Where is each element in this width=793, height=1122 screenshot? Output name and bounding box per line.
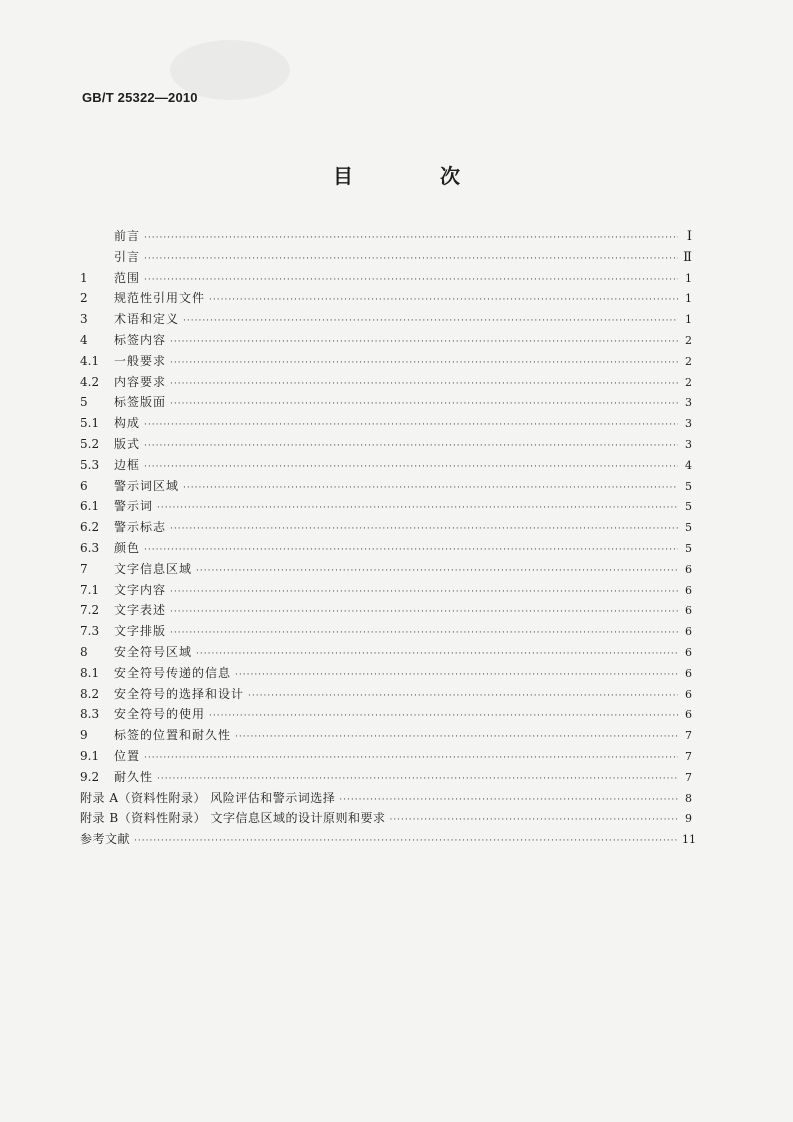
toc-entry-8[interactable]: [80, 642, 692, 663]
toc-page-number: 5: [685, 479, 692, 493]
toc-title: 标签内容: [114, 332, 167, 347]
toc-section-number: 4.1: [80, 353, 100, 368]
toc-section-number: 6.3: [80, 540, 100, 555]
toc-entry-foreword[interactable]: [80, 226, 692, 247]
toc-entry-8-3[interactable]: [80, 704, 692, 725]
toc-section-number: 1: [80, 270, 88, 285]
toc-leader-dots: [389, 810, 678, 831]
toc-page-number: 3: [685, 437, 692, 451]
toc-section-number: 4: [80, 332, 88, 347]
toc-entry-annex-a[interactable]: [80, 788, 692, 809]
toc-page-number: Ⅰ: [686, 229, 692, 244]
toc-section-number: 7.3: [80, 624, 100, 639]
toc-page-number: 6: [685, 583, 692, 597]
toc-page-number: 6: [685, 687, 692, 701]
toc-title: 术语和定义: [114, 312, 180, 327]
toc-title: 警示词: [114, 499, 154, 514]
toc-entry-4[interactable]: [80, 330, 692, 351]
toc-section-number: 7: [80, 561, 88, 576]
toc-entry-9[interactable]: [80, 725, 692, 746]
toc-entry-5-2[interactable]: [80, 434, 692, 455]
toc-leader-dots: [235, 727, 678, 748]
toc-leader-dots: [170, 374, 678, 395]
toc-page-number: 1: [685, 313, 692, 327]
toc-leader-dots: [144, 540, 678, 561]
toc-section-number: 4.2: [80, 374, 100, 389]
toc-page-number: 6: [685, 666, 692, 680]
toc-leader-dots: [170, 623, 678, 644]
toc-entry-9-2[interactable]: [80, 767, 692, 788]
toc-leader-dots: [183, 311, 678, 332]
toc-title: 规范性引用文件: [114, 291, 206, 306]
toc-entry-1[interactable]: [80, 268, 692, 289]
toc-title: 安全符号的使用: [114, 707, 206, 722]
toc-title: 边框: [114, 457, 141, 472]
toc-title: 附录 A（资料性附录） 风险评估和警示词选择: [80, 790, 336, 805]
toc-section-number: 5.2: [80, 436, 100, 451]
toc-section-number: 9.1: [80, 748, 100, 763]
toc-page-number: 2: [685, 354, 692, 368]
toc-section-number: 8.1: [80, 665, 100, 680]
toc-leader-dots: [235, 665, 678, 686]
toc-section-number: 5.3: [80, 457, 100, 472]
toc-page-number: 7: [685, 729, 692, 743]
toc-title: 安全符号区域: [114, 644, 193, 659]
toc-section-number: 6.1: [80, 499, 100, 514]
toc-leader-dots: [157, 769, 678, 790]
toc-page-number: 6: [685, 562, 692, 576]
toc-page-number: 2: [685, 375, 692, 389]
toc-title: 参考文献: [80, 832, 131, 847]
toc-leader-dots: [209, 706, 678, 727]
toc-title: 警示标志: [114, 520, 167, 535]
toc-page-number: 9: [685, 812, 692, 826]
toc-leader-dots: [170, 394, 678, 415]
toc-entry-5-3[interactable]: [80, 455, 692, 476]
toc-leader-dots: [248, 686, 678, 707]
toc-title: 安全符号传递的信息: [114, 665, 232, 680]
toc-title: 位置: [114, 748, 141, 763]
toc-leader-dots: [196, 644, 678, 665]
toc-title: 耐久性: [114, 769, 154, 784]
toc-leader-dots: [170, 519, 678, 540]
toc-page-number: 6: [685, 645, 692, 659]
toc-entry-6-2[interactable]: [80, 517, 692, 538]
toc-section-number: 7.2: [80, 603, 100, 618]
toc-leader-dots: [170, 582, 678, 603]
toc-entry-5[interactable]: [80, 392, 692, 413]
toc-section-number: 3: [80, 312, 88, 327]
toc-section-number: 2: [80, 291, 88, 306]
toc-entry-annex-b[interactable]: [80, 808, 692, 829]
toc-leader-dots: [144, 457, 678, 478]
toc-entry-7-2[interactable]: [80, 600, 692, 621]
toc-page-number: 3: [685, 417, 692, 431]
toc-entry-7[interactable]: [80, 559, 692, 580]
toc-page-number: 6: [685, 708, 692, 722]
toc-title: 颜色: [114, 540, 141, 555]
toc-title: 安全符号的选择和设计: [114, 686, 245, 701]
toc-leader-dots: [170, 332, 678, 353]
toc-title: 版式: [114, 436, 141, 451]
toc-entry-5-1[interactable]: [80, 413, 692, 434]
toc-page-number: 7: [685, 749, 692, 763]
table-of-contents: [80, 226, 696, 850]
toc-title: 标签版面: [114, 395, 167, 410]
toc-entry-7-3[interactable]: [80, 621, 692, 642]
toc-entry-7-1[interactable]: [80, 580, 692, 601]
toc-page-number: Ⅱ: [683, 249, 692, 265]
toc-section-number: 6.2: [80, 520, 100, 535]
toc-section-number: 8.3: [80, 707, 100, 722]
page-title: 目 次: [333, 164, 500, 188]
toc-title: 构成: [114, 416, 141, 431]
toc-section-number: 6: [80, 478, 88, 493]
toc-page-number: 1: [685, 292, 692, 306]
toc-entry-references[interactable]: [80, 829, 696, 850]
toc-title: 引言: [114, 249, 141, 264]
toc-leader-dots: [144, 228, 678, 249]
toc-leader-dots: [170, 602, 678, 623]
toc-page-number: 11: [682, 833, 696, 847]
toc-entry-introduction[interactable]: [80, 247, 692, 268]
toc-page-number: 5: [685, 500, 692, 514]
toc-section-number: 9: [80, 728, 88, 743]
toc-title: 前言: [114, 229, 141, 243]
toc-entry-4-1[interactable]: [80, 351, 692, 372]
toc-title: 范围: [114, 270, 141, 285]
toc-section-number: 5.1: [80, 416, 100, 431]
toc-leader-dots: [134, 831, 678, 852]
toc-entry-2[interactable]: [80, 288, 692, 309]
toc-leader-dots: [209, 290, 678, 311]
toc-page-number: 7: [685, 770, 692, 784]
toc-leader-dots: [339, 790, 678, 811]
toc-title: 文字表述: [114, 603, 167, 618]
toc-title: 文字排版: [114, 624, 167, 639]
toc-entry-4-2[interactable]: [80, 372, 692, 393]
toc-page-number: 6: [685, 604, 692, 618]
toc-title: 一般要求: [114, 353, 167, 368]
toc-leader-dots: [144, 436, 678, 457]
toc-title: 标签的位置和耐久性: [114, 728, 232, 743]
toc-leader-dots: [183, 478, 678, 499]
toc-page-number: 5: [685, 521, 692, 535]
toc-leader-dots: [144, 748, 678, 769]
toc-entry-6-3[interactable]: [80, 538, 692, 559]
toc-leader-dots: [157, 498, 678, 519]
toc-entry-6[interactable]: [80, 476, 692, 497]
toc-title: 警示词区域: [114, 478, 180, 493]
toc-page-number: 6: [685, 625, 692, 639]
toc-page-number: 1: [685, 271, 692, 285]
toc-page-number: 5: [685, 541, 692, 555]
toc-entry-3[interactable]: [80, 309, 692, 330]
toc-page-number: 3: [685, 396, 692, 410]
toc-page-number: 8: [685, 791, 692, 805]
toc-entry-9-1[interactable]: [80, 746, 692, 767]
toc-section-number: 8.2: [80, 686, 100, 701]
toc-entry-6-1[interactable]: [80, 496, 692, 517]
toc-section-number: 8: [80, 644, 88, 659]
toc-leader-dots: [144, 249, 678, 270]
toc-leader-dots: [170, 353, 678, 374]
toc-title: 文字内容: [114, 582, 167, 597]
toc-title: 内容要求: [114, 374, 167, 389]
toc-section-number: 9.2: [80, 769, 100, 784]
standard-code: GB/T 25322—2010: [82, 90, 198, 105]
toc-leader-dots: [144, 270, 678, 291]
toc-leader-dots: [196, 561, 678, 582]
toc-entry-8-1[interactable]: [80, 663, 692, 684]
toc-section-number: 5: [80, 395, 88, 410]
toc-entry-8-2[interactable]: [80, 684, 692, 705]
toc-page-number: 2: [685, 333, 692, 347]
toc-page-number: 4: [685, 458, 692, 472]
toc-title: 文字信息区域: [114, 561, 193, 576]
toc-section-number: 7.1: [80, 582, 100, 597]
toc-leader-dots: [144, 415, 678, 436]
toc-title: 附录 B（资料性附录） 文字信息区域的设计原则和要求: [80, 811, 386, 826]
